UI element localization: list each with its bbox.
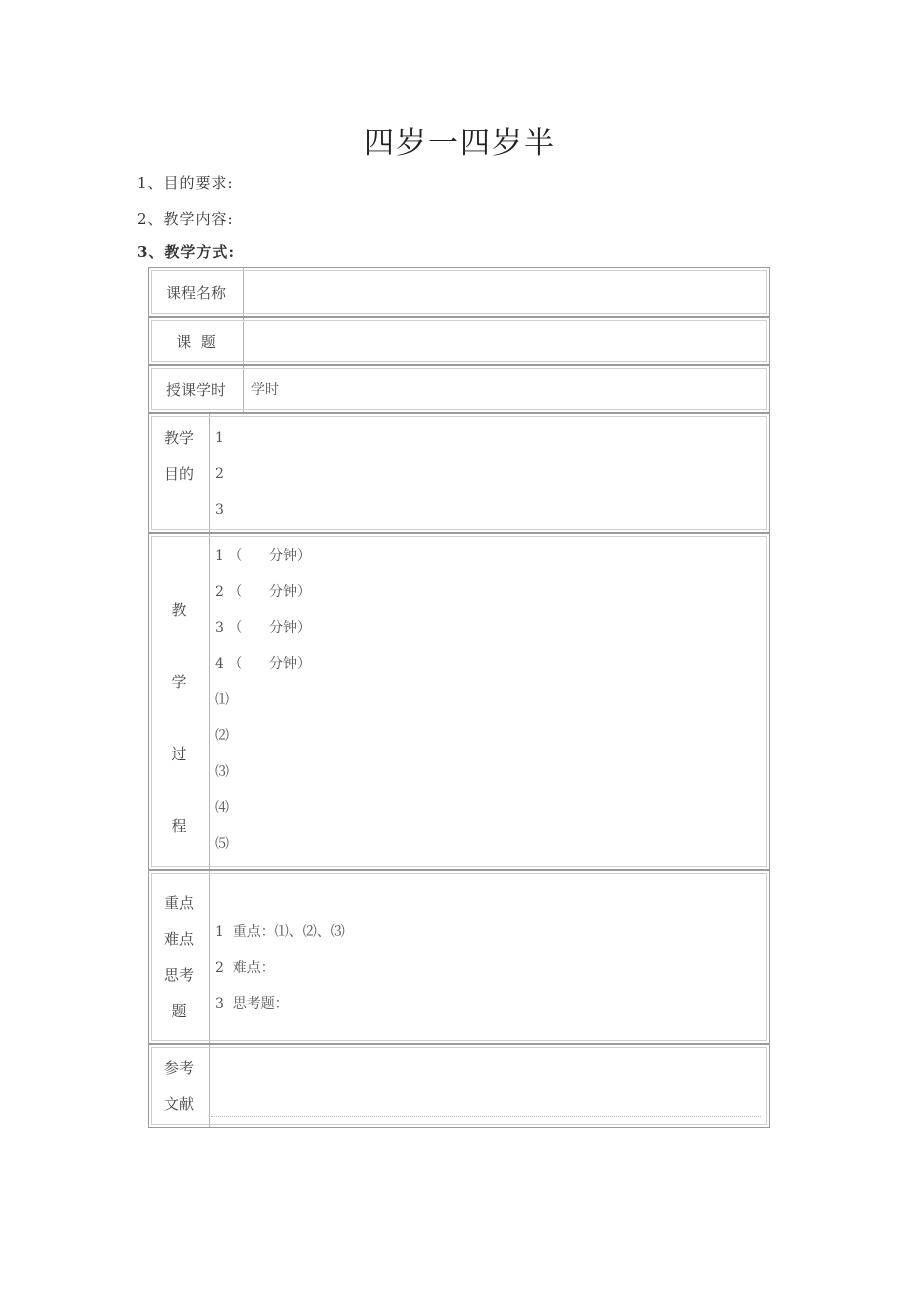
row-topic	[148, 317, 770, 365]
references-divider	[211, 1116, 761, 1117]
list-item: ⑷	[215, 800, 229, 816]
row-process	[148, 533, 770, 870]
keypoints-label: 重点 难点 思考 题	[163, 894, 194, 1020]
row-course-name	[148, 267, 770, 317]
list-item: 1	[215, 430, 224, 446]
hours-label: 授课学时	[165, 381, 226, 399]
list-item: 1 （ 分钟）	[215, 548, 312, 564]
list-item: 2 难点：	[215, 960, 275, 976]
row-objectives	[148, 413, 770, 533]
row-references	[148, 1044, 770, 1128]
list-item: ⑶	[215, 764, 229, 780]
list-item: 3 思考题：	[215, 996, 289, 1012]
course-name-label: 课程名称	[165, 284, 226, 302]
process-list[interactable]	[215, 538, 311, 862]
list-item: ⑴	[215, 692, 229, 708]
row-keypoints	[148, 870, 770, 1044]
hours-field[interactable]: 学时	[251, 382, 279, 398]
heading-method: 3、教学方式:	[137, 243, 235, 261]
page-title: 四岁一四岁半	[364, 126, 556, 161]
heading-content: 2、教学内容:	[137, 210, 234, 228]
heading-objectives: 1、目的要求:	[137, 174, 234, 192]
list-item: 4 （ 分钟）	[215, 656, 312, 672]
process-label: 教 学 过 程	[171, 601, 187, 835]
objectives-label: 教学 目的	[163, 429, 194, 483]
list-item: 1 重点：⑴、⑵、⑶	[215, 924, 345, 940]
list-item: 2	[215, 466, 224, 482]
list-item: 3	[215, 502, 224, 518]
list-item: 3 （ 分钟）	[215, 620, 312, 636]
keypoints-list[interactable]	[215, 914, 345, 1022]
topic-label: 课 题	[176, 333, 216, 351]
objectives-list[interactable]	[215, 420, 224, 528]
list-item: 2 （ 分钟）	[215, 584, 312, 600]
references-label: 参考 文献	[163, 1059, 194, 1113]
row-hours	[148, 365, 770, 413]
list-item: ⑸	[215, 836, 229, 852]
list-item: ⑵	[215, 728, 229, 744]
